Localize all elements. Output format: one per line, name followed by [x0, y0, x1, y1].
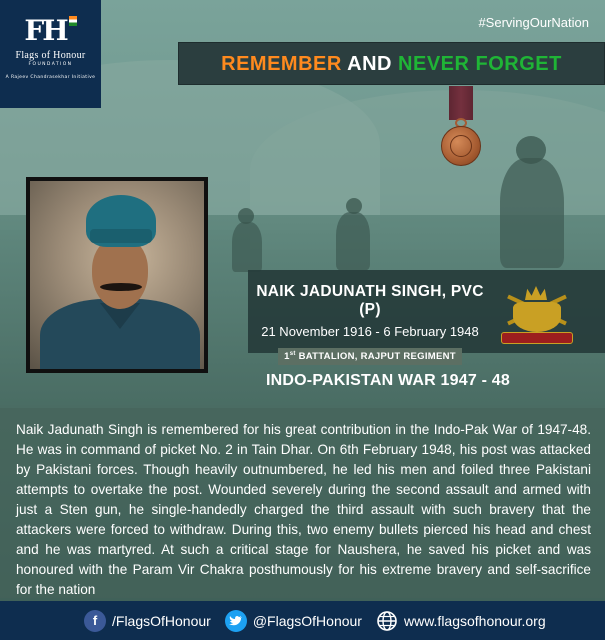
hero-dates: 21 November 1916 - 6 February 1948 — [261, 324, 479, 339]
background-soldier — [500, 158, 564, 268]
hero-name: NAIK JADUNATH SINGH, PVC (P) — [256, 283, 484, 318]
hero-info — [248, 273, 492, 365]
remember-banner — [178, 42, 605, 85]
tricolour-flag-icon — [69, 16, 77, 26]
param-vir-chakra-medal-icon — [441, 126, 481, 166]
battalion-label: BATTALION, RAJPUT REGIMENT — [295, 351, 456, 363]
battalion-badge — [278, 348, 462, 365]
footer — [0, 601, 605, 640]
website-url: www.flagsofhonour.org — [403, 612, 546, 629]
portrait-frame — [26, 177, 208, 373]
banner-word-and: AND — [347, 53, 392, 75]
rajput-regiment-insignia-icon — [501, 286, 573, 348]
banner-word-remember: REMEMBER — [221, 53, 342, 75]
globe-icon — [376, 610, 398, 632]
website-link[interactable] — [376, 610, 546, 632]
facebook-handle: /FlagsOfHonour — [112, 612, 211, 629]
facebook-link[interactable] — [84, 610, 211, 632]
logo-tagline: A Rajeev Chandrasekhar Initiative — [5, 75, 96, 80]
twitter-link[interactable] — [225, 610, 362, 632]
portrait-image — [30, 181, 204, 369]
twitter-handle: @FlagsOfHonour — [252, 612, 362, 629]
background-soldier-head — [346, 198, 362, 214]
logo-sub: FOUNDATION — [28, 62, 73, 67]
facebook-icon: f — [84, 610, 106, 632]
twitter-icon — [225, 610, 247, 632]
banner-word-never-forget: NEVER FORGET — [398, 53, 562, 75]
battalion-ordinal: 1 — [284, 351, 290, 363]
logo-name: Flags of Honour — [15, 50, 86, 61]
flags-of-honour-logo[interactable] — [0, 0, 101, 108]
battalion-ordinal-suffix: st — [289, 351, 296, 357]
medal-ribbon — [449, 86, 473, 120]
background-soldier — [336, 212, 370, 270]
logo-mark: FH — [24, 14, 67, 47]
background-soldier-head — [516, 136, 546, 164]
war-title: INDO-PAKISTAN WAR 1947 - 48 — [266, 372, 510, 389]
background-soldier-head — [238, 208, 254, 224]
story-text: Naik Jadunath Singh is remembered for his great contribution in the Indo-Pak War of 1947-48. He was in command of picket No. 2 in Tain Dhar. On 6th February 1948, his post was attacked by Pakistani forces. Though heavily outnumbered, he led his men and foiled three Pakistani attempts to overtake the post. Wounded severely during the second assault and armed with just a Sten gun, he single-handedly charged the third assault with such bravery that the attackers were forced to withdraw. During this, two enemy bullets pierced his head and chest and he was martyred. At such a critical stage for Naushera, he saved his picket and was honoured with the Param Vir Chakra posthumously for his extreme bravery and self-sacrifice for the nation — [0, 408, 605, 598]
hashtag: #ServingOurNation — [478, 15, 589, 30]
background-soldier — [232, 222, 262, 272]
